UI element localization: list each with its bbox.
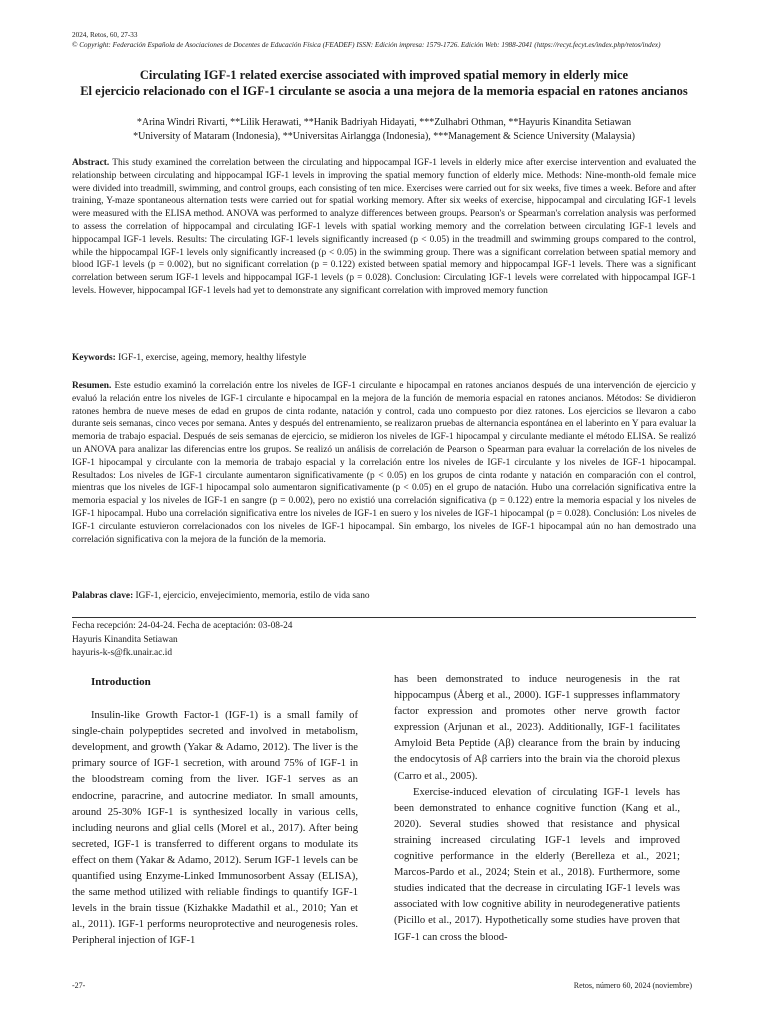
journal-footer: Retos, número 60, 2024 (noviembre): [573, 981, 692, 990]
page-number: -27-: [72, 981, 86, 990]
keywords: [72, 352, 696, 365]
abstract: [72, 157, 696, 298]
palabras-clave: [72, 590, 696, 603]
keywords-label: Keywords:: [72, 353, 116, 363]
palabras-clave-text: IGF-1, ejercicio, envejecimiento, memoria, estilo de vida sano: [135, 591, 370, 601]
intro-paragraph-2: Exercise-induced elevation of circulating IGF-1 levels has been demonstrated to enhance cognitive function (Kang et al., 2020). Several studies showed that resistance and physical straining increased circulating IGF-1 levels and improved cognitive performance in the elderly (Berelleza et al., 2021; Marcos-Pardo et al., 2024; Stein et al., 2018). Furthermore, some studies indicated that the decrease in circulating IGF-1 levels was associated with low cognitive ability in neurodegenerative patients (Picillo et al., 2017). Hypothetically some studies have proven that IGF-1 can cross the blood-: [394, 786, 680, 943]
column-left: [72, 672, 358, 950]
title-english: Circulating IGF-1 related exercise associated with improved spatial memory in elderly mice: [139, 68, 629, 82]
author-names: *Arina Windri Rivarti, **Lilik Herawati, **Hanik Badriyah Hidayati, ***Zulhabri Othman, **Hayuris Kinandita Setiawan: [136, 117, 632, 128]
intro-paragraph-1-continued: has been demonstrated to induce neurogenesis in the rat hippocampus (Åberg et al., 2000). IGF-1 suppresses inflammatory factor expression and promotes other nerve growth factor expression (Arjunan et al., 2023). Additionally, IGF-1 facilitates Amyloid Beta Peptide (Aβ) clearance from the brain by inducing the endocytosis of Aβ carriers into the brain via the choroid plexus (Carro et al., 2005).: [394, 674, 680, 782]
title-block: [72, 68, 696, 99]
abstract-label: Abstract.: [72, 158, 110, 168]
divider: [72, 617, 696, 618]
resumen-text: Este estudio examinó la correlación entre los niveles de IGF-1 circulante e hipocampal en ratones ancianos después de una intervención de ejercicio y evaluó la relación entre los niveles de IGF-1 circulante e hipocampal en la mejora de la función de memoria espacial en ratones ancianos. Métodos: Se dividieron ratones hembra de nueve meses de edad en grupos de cinta rodante, natación y control, cada uno compuesto por diez ratones. Los ejercicios se llevaron a cabo durante seis semanas, cinco veces por semana. Antes y después del entrenamiento, se realizaron pruebas de alternancia espontánea en el laberinto en Y para evaluar la memoria de trabajo espacial. Después de seis semanas de ejercicio, se midieron los niveles de IGF-1 hipocampal y circulante mediante el método ELISA. Se realizó un ANOVA para analizar las diferencias entre los grupos. Se realizó un análisis de correlación de Pearson o Spearman para evaluar la correlación de los niveles de IGF-1 hipocampal y circulante con la memoria de trabajo espacial y la correlación entre los niveles de IGF-1 circulante y los niveles de IGF-1 hipocampal. Resultados: Los niveles de IGF-1 circulante aumentaron significativamente (p < 0.05) en los grupos de cinta rodante y natación en comparación con el control, mientras que los niveles de IGF-1 hipocampal solo aumentaron significativamente (p < 0.05) en el grupo de natación. Hubo una correlación significativa entre la memoria espacial y los niveles de IGF-1 en sangre (p = 0.002), pero no existió una correlación significativa (p = 0.122) entre la memoria espacial y los niveles de IGF-1 hipocampal. Hubo una correlación significativa entre los niveles de IGF-1 en suero y los niveles de IGF-1 hipocampal (p = 0.028). Conclusión: Los niveles de IGF-1 circulante estuvieron correlacionados con los niveles de IGF-1 hipocampal. Sin embargo, los niveles de IGF-1 hipocampal aún no han demostrado una correlación significativa con la mejora de la función de la memoria.: [72, 381, 696, 545]
received-dates: Fecha recepción: 24-04-24. Fecha de aceptación: 03-08-24: [72, 621, 293, 631]
title-spanish: El ejercicio relacionado con el IGF-1 circulante se asocia a una mejora de la memoria espacial en ratones ancianos: [80, 83, 688, 98]
author-affiliations: *University of Mataram (Indonesia), **Universitas Airlangga (Indonesia), ***Management & Science University (Malaysia): [133, 131, 635, 142]
keywords-text: IGF-1, exercise, ageing, memory, healthy lifestyle: [118, 353, 307, 363]
section-heading-introduction: Introduction: [91, 676, 151, 688]
abstract-text: This study examined the correlation between the circulating and hippocampal IGF-1 levels in elderly mice after exercise intervention and evaluated the relationship between circulating and hippocampal IGF-1 levels in improving the spatial memory function of elderly mice. Methods: Nine-month-old female mice were divided into treadmill, swimming, and control groups, each consisting of ten mice. Exercises were carried out for six weeks, five times a week. Before and after training, Y-maze spontaneous alternation tests were carried out for spatial working memory. After six weeks of exercise, hippocampal and circulating IGF-1 levels were measured with the ELISA method. ANOVA was performed to analyze differences between groups. Pearson's or Spearman's correlation analysis was performed to assess the correlation of hippocampal and circulating IGF-1 levels with spatial working memory and the correlation between circulating IGF-1 levels and hippocampal IGF-1 levels. Results: The circulating IGF-1 levels significantly increased (p < 0.05) in the treadmill and swimming groups compared to the control, while the hippocampal IGF-1 levels only significantly increased (p < 0.05) in the swimming group. There was a significant correlation between spatial memory and blood IGF-1 levels (p = 0.002), but no significant correlation (p = 0.122) existed between spatial memory and hippocampal IGF-1 levels. There was a significant correlation between serum IGF-1 levels and hippocampal IGF-1 levels (p = 0.028). Conclusion: Circulating IGF-1 levels were correlated with hippocampal IGF-1 levels. However, hippocampal IGF-1 levels had yet to demonstrate any significant correlation with improved memory function: [72, 158, 696, 296]
palabras-clave-label: Palabras clave:: [72, 591, 134, 601]
resumen: [72, 380, 696, 546]
correspondence-block: [72, 620, 472, 661]
copyright-line: © Copyright: Federación Española de Asociaciones de Docentes de Educación Física (FEADEF) ISSN: Edición impresa: 1579-1726. Edición Web: 1988-2041 (https://recyt.fecyt.es/index.php/retos/index): [72, 41, 661, 49]
resumen-label: Resumen.: [72, 381, 112, 391]
corresponding-author: Hayuris Kinandita Setiawan: [72, 634, 178, 645]
citation-line: 2024, Retos, 60, 27-33: [72, 31, 138, 39]
page-header: [72, 30, 702, 50]
intro-paragraph-1: Insulin-like Growth Factor-1 (IGF-1) is a small family of single-chain polypeptides secreted and involved in metabolism, development, and growth (Yakar & Adamo, 2012). The liver is the primary source of IGF-1 secretion, with around 75% of IGF-1 in the bloodstream coming from the liver. IGF-1 serves as an endocrine, paracrine, and autocrine mediator. In small amounts, around 25-30% IGF-1 is synthesized locally in various cells, including neurons and glial cells (Morel et al., 2017). After being secreted, IGF-1 is transferred to different organs to modulate its effect on them (Yakar & Adamo, 2012). Serum IGF-1 levels can be quantified using Enzyme-Linked Immunosorbent Assay (ELISA), the same method utilized with reliable findings to quantify IGF-1 levels in the brain tissue (Kizhakke Madathil et al., 2010; Yan et al., 2011). IGF-1 performs neuroprotective and neurogenesis roles. Peripheral injection of IGF-1: [72, 710, 358, 947]
column-right: [394, 672, 680, 946]
authors-block: [72, 116, 696, 144]
author-email: hayuris-k-s@fk.unair.ac.id: [72, 648, 173, 658]
